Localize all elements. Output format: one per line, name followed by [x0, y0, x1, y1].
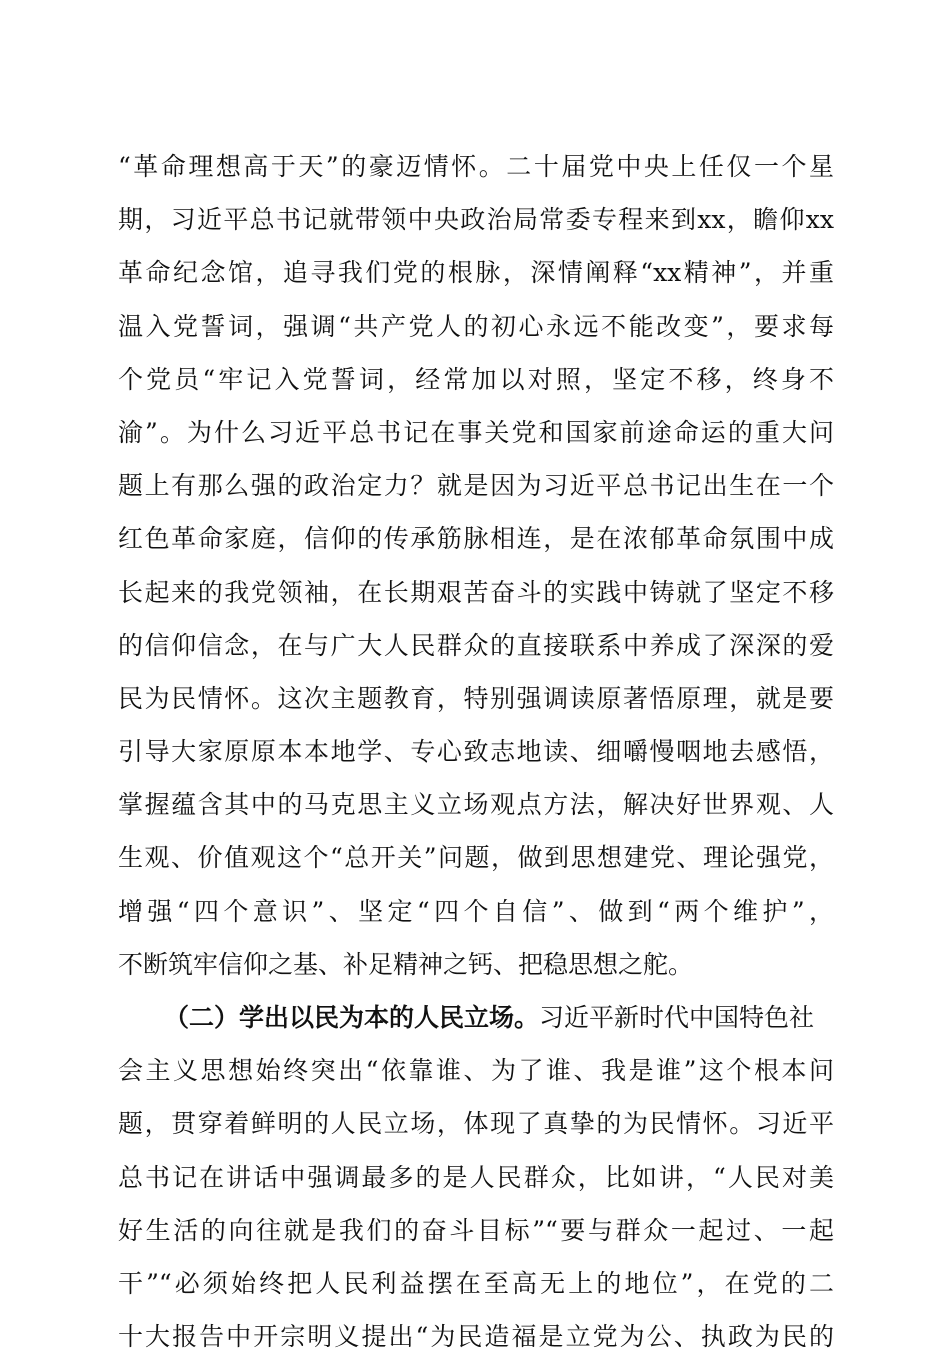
- section-heading: （二）学出以民为本的人民立场。: [164, 1003, 540, 1032]
- text-line: 渝”。为什么习近平总书记在事关党和国家前途命运的重大问: [118, 417, 834, 447]
- text-line: 革命纪念馆，追寻我们党的根脉，深情阐释“xx精神”，并重: [118, 258, 834, 288]
- text-line: 增强“四个意识”、坚定“四个自信”、做到“两个维护”，: [118, 896, 834, 926]
- text-line: 掌握蕴含其中的马克思主义立场观点方法，解决好世界观、人: [118, 790, 834, 820]
- text-line: 干”“必须始终把人民利益摆在至高无上的地位”，在党的二: [118, 1268, 834, 1298]
- text-fragment: 习近平新时代中国特色社: [539, 1003, 815, 1032]
- text-line: 总书记在讲话中强调最多的是人民群众，比如讲，“人民对美: [118, 1162, 834, 1192]
- text-line: 不断筑牢信仰之基、补足精神之钙、把稳思想之舵。: [118, 949, 694, 979]
- text-line: 十大报告中开宗明义提出“为民造福是立党为公、执政为民的: [118, 1322, 834, 1352]
- text-line: 期，习近平总书记就带领中央政治局常委专程来到xx，瞻仰xx: [118, 205, 834, 235]
- text-line: 温入党誓词，强调“共产党人的初心永远不能改变”，要求每: [118, 311, 834, 341]
- text-line: 红色革命家庭，信仰的传承筋脉相连，是在浓郁革命氛围中成: [118, 524, 834, 554]
- paragraph-people-stance: [118, 991, 834, 1363]
- text-line: 会主义思想始终突出“依靠谁、为了谁、我是谁”这个根本问: [118, 1056, 834, 1086]
- text-line: 民为民情怀。这次主题教育，特别强调读原著悟原理，就是要: [118, 683, 834, 713]
- document-body: [118, 140, 834, 1363]
- text-line: 的信仰信念，在与广大人民群众的直接联系中养成了深深的爱: [118, 630, 834, 660]
- text-line: 长起来的我党领袖，在长期艰苦奋斗的实践中铸就了坚定不移: [118, 577, 834, 607]
- text-line: [118, 991, 834, 1044]
- text-line: 好生活的向往就是我们的奋斗目标”“要与群众一起过、一起: [118, 1215, 834, 1245]
- text-line: 题上有那么强的政治定力？就是因为习近平总书记出生在一个: [118, 471, 834, 501]
- text-line: 题，贯穿着鲜明的人民立场，体现了真挚的为民情怀。习近平: [118, 1109, 834, 1139]
- paragraph-faith: [118, 140, 834, 991]
- text-line: “革命理想高于天”的豪迈情怀。二十届党中央上任仅一个星: [118, 152, 834, 181]
- text-line: 引导大家原原本本地学、专心致志地读、细嚼慢咽地去感悟，: [118, 737, 834, 767]
- text-line: 生观、价值观这个“总开关”问题，做到思想建党、理论强党，: [118, 843, 834, 873]
- text-line: 个党员“牢记入党誓词，经常加以对照，坚定不移，终身不: [118, 364, 834, 394]
